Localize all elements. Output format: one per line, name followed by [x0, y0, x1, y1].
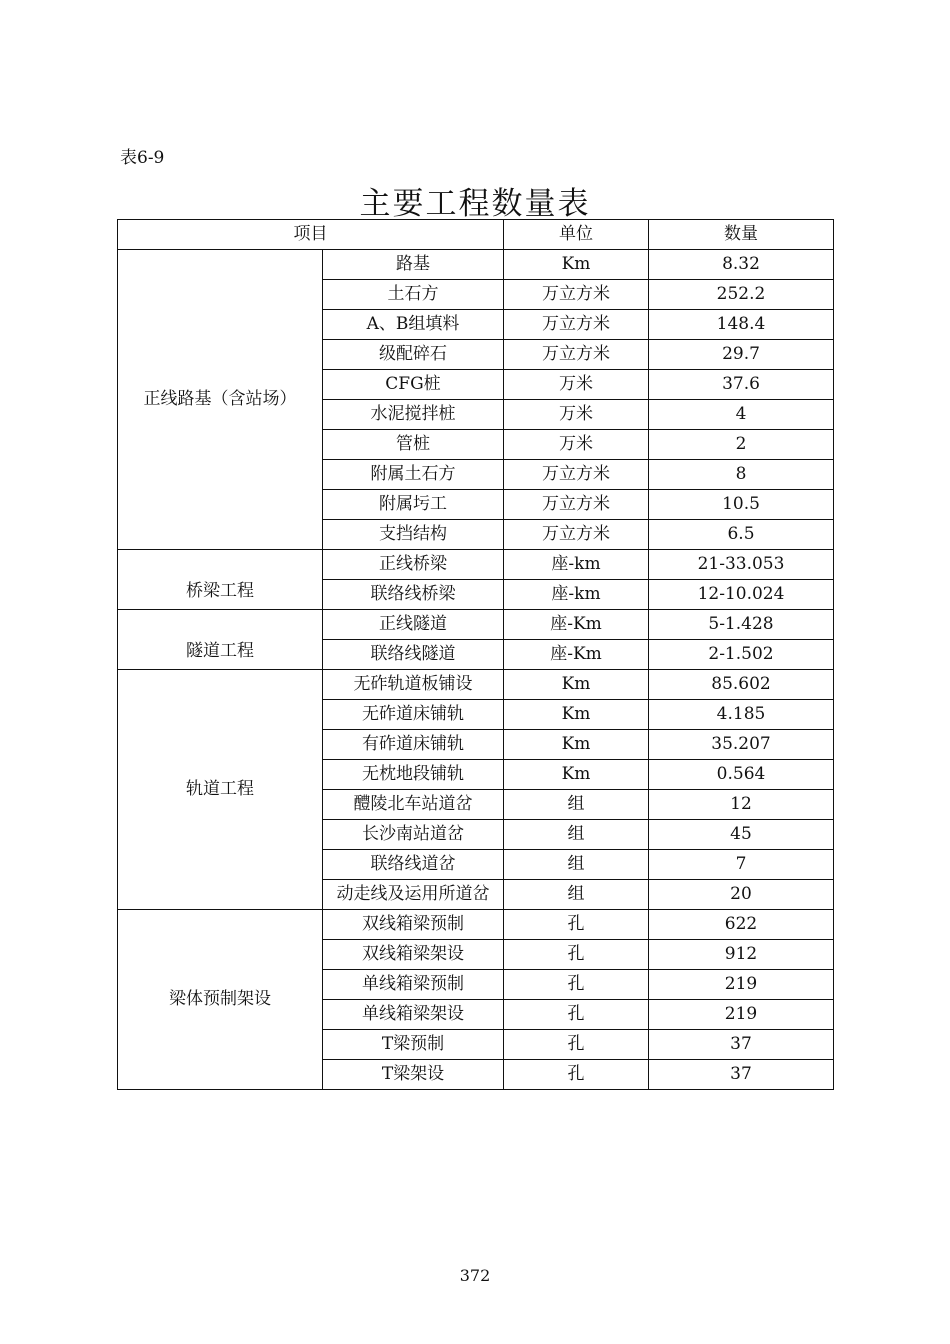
quantity-cell: 5-1.428: [649, 610, 834, 640]
quantity-cell: 148.4: [649, 310, 834, 340]
quantity-table: [117, 219, 834, 1090]
table-row: [118, 670, 834, 700]
item-cell: 路基: [323, 250, 504, 280]
quantity-cell: 12: [649, 790, 834, 820]
category-cell: 梁体预制架设: [118, 910, 323, 1090]
unit-cell: 组: [504, 790, 649, 820]
unit-cell: 万立方米: [504, 310, 649, 340]
quantity-cell: 45: [649, 820, 834, 850]
item-cell: T梁预制: [323, 1030, 504, 1060]
item-cell: 正线隧道: [323, 610, 504, 640]
table-row: [118, 910, 834, 940]
item-cell: 支挡结构: [323, 520, 504, 550]
quantity-cell: 12-10.024: [649, 580, 834, 610]
item-cell: 无枕地段铺轨: [323, 760, 504, 790]
unit-cell: 座-Km: [504, 640, 649, 670]
unit-cell: 孔: [504, 970, 649, 1000]
table-row: [118, 610, 834, 640]
item-cell: 联络线道岔: [323, 850, 504, 880]
unit-cell: 座-km: [504, 550, 649, 580]
table-row: [118, 250, 834, 280]
unit-cell: Km: [504, 760, 649, 790]
item-cell: 长沙南站道岔: [323, 820, 504, 850]
item-cell: 级配碎石: [323, 340, 504, 370]
quantity-cell: 912: [649, 940, 834, 970]
quantity-cell: 7: [649, 850, 834, 880]
item-cell: 双线箱梁预制: [323, 910, 504, 940]
item-cell: 有砟道床铺轨: [323, 730, 504, 760]
item-cell: 正线桥梁: [323, 550, 504, 580]
unit-cell: Km: [504, 670, 649, 700]
category-cell: 正线路基（含站场）: [118, 250, 323, 550]
unit-cell: 组: [504, 850, 649, 880]
category-cell: 隧道工程: [118, 610, 323, 670]
item-cell: 附属圬工: [323, 490, 504, 520]
quantity-cell: 8.32: [649, 250, 834, 280]
item-cell: 单线箱梁预制: [323, 970, 504, 1000]
unit-cell: 万米: [504, 400, 649, 430]
unit-cell: 万立方米: [504, 460, 649, 490]
unit-cell: 孔: [504, 1000, 649, 1030]
quantity-cell: 219: [649, 1000, 834, 1030]
unit-cell: 万立方米: [504, 520, 649, 550]
item-cell: 无砟道床铺轨: [323, 700, 504, 730]
unit-cell: 孔: [504, 910, 649, 940]
quantity-cell: 29.7: [649, 340, 834, 370]
quantity-table-body: [118, 220, 834, 1090]
quantity-cell: 219: [649, 970, 834, 1000]
quantity-cell: 37.6: [649, 370, 834, 400]
item-cell: 附属土石方: [323, 460, 504, 490]
quantity-cell: 0.564: [649, 760, 834, 790]
page-number: 372: [459, 1266, 491, 1285]
category-cell: 轨道工程: [118, 670, 323, 910]
header-unit: 单位: [504, 220, 649, 250]
quantity-cell: 8: [649, 460, 834, 490]
unit-cell: Km: [504, 700, 649, 730]
unit-cell: Km: [504, 250, 649, 280]
item-cell: T梁架设: [323, 1060, 504, 1090]
quantity-cell: 622: [649, 910, 834, 940]
header-quantity: 数量: [649, 220, 834, 250]
header-item: 项目: [118, 220, 504, 250]
item-cell: 管桩: [323, 430, 504, 460]
item-cell: 动走线及运用所道岔: [323, 880, 504, 910]
quantity-cell: 85.602: [649, 670, 834, 700]
item-cell: CFG桩: [323, 370, 504, 400]
item-cell: 联络线隧道: [323, 640, 504, 670]
unit-cell: 孔: [504, 1030, 649, 1060]
quantity-cell: 4: [649, 400, 834, 430]
quantity-cell: 37: [649, 1030, 834, 1060]
unit-cell: 万立方米: [504, 490, 649, 520]
item-cell: 无砟轨道板铺设: [323, 670, 504, 700]
unit-cell: 万米: [504, 370, 649, 400]
quantity-cell: 20: [649, 880, 834, 910]
item-cell: 土石方: [323, 280, 504, 310]
item-cell: 醴陵北车站道岔: [323, 790, 504, 820]
quantity-cell: 252.2: [649, 280, 834, 310]
quantity-cell: 4.185: [649, 700, 834, 730]
quantity-cell: 6.5: [649, 520, 834, 550]
unit-cell: 孔: [504, 940, 649, 970]
header-row: [118, 220, 834, 250]
unit-cell: 万立方米: [504, 340, 649, 370]
item-cell: 水泥搅拌桩: [323, 400, 504, 430]
quantity-cell: 10.5: [649, 490, 834, 520]
quantity-cell: 37: [649, 1060, 834, 1090]
unit-cell: 组: [504, 880, 649, 910]
unit-cell: 座-km: [504, 580, 649, 610]
table-row: [118, 550, 834, 580]
unit-cell: 组: [504, 820, 649, 850]
unit-cell: 孔: [504, 1060, 649, 1090]
quantity-cell: 2: [649, 430, 834, 460]
quantity-cell: 35.207: [649, 730, 834, 760]
unit-cell: Km: [504, 730, 649, 760]
item-cell: 单线箱梁架设: [323, 1000, 504, 1030]
table-label: 表6-9: [120, 148, 165, 168]
category-cell: 桥梁工程: [118, 550, 323, 610]
item-cell: 联络线桥梁: [323, 580, 504, 610]
page-title: 主要工程数量表: [359, 186, 591, 222]
quantity-cell: 21-33.053: [649, 550, 834, 580]
item-cell: A、B组填料: [323, 310, 504, 340]
unit-cell: 座-Km: [504, 610, 649, 640]
unit-cell: 万米: [504, 430, 649, 460]
item-cell: 双线箱梁架设: [323, 940, 504, 970]
unit-cell: 万立方米: [504, 280, 649, 310]
quantity-cell: 2-1.502: [649, 640, 834, 670]
